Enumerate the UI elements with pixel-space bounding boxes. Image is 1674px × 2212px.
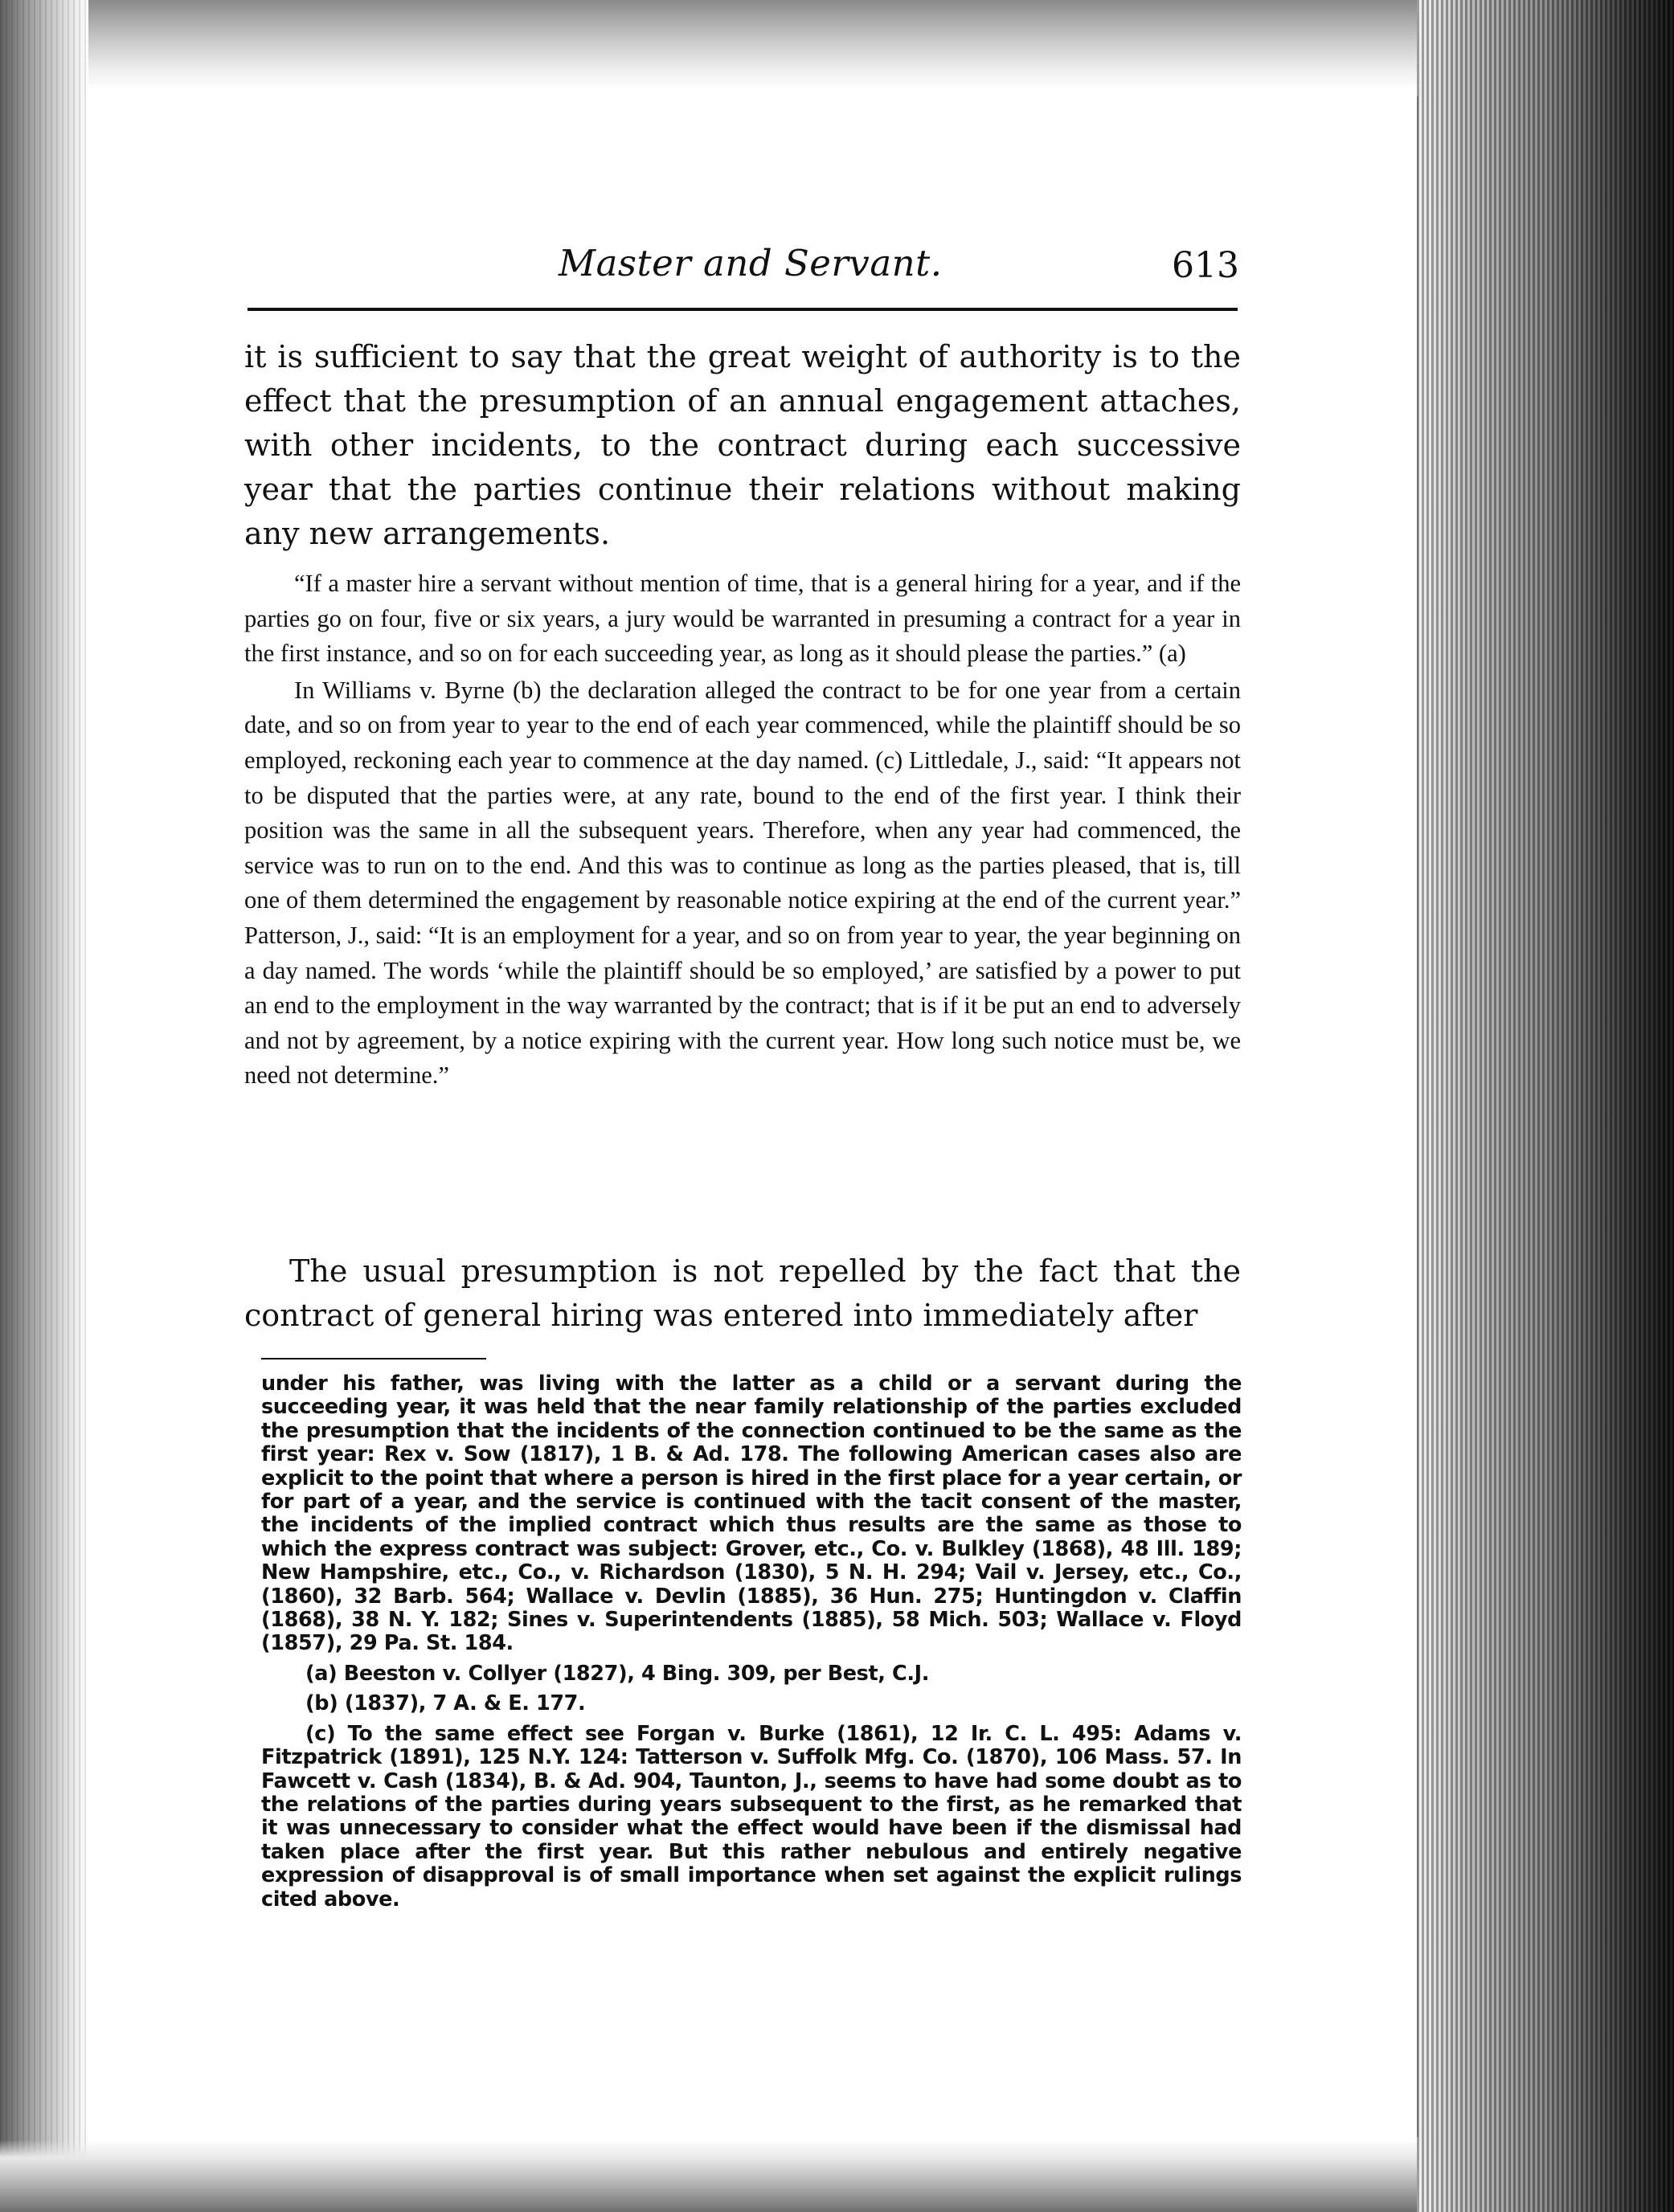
- scan-book-edge: [1417, 0, 1674, 2212]
- running-title: Master and Servant.: [559, 242, 943, 284]
- page-number: 613: [1172, 245, 1239, 286]
- quotation-paragraph-2: In Williams v. Byrne (b) the declaration alleged the contract to be for one year from a certain date, and so on from year to year to the end of each year commenced, while the plaintiff should be so employed, reckoning each year to commence at the day named. (c) Littledale, J., said: “It appears not to be disputed that the parties were, at any rate, bound to the end of the first year. I think their position was the same in all the subsequent years. Therefore, when any year had commenced, the service was to run on to the end. And this was to continue as long as the parties pleased, that is, till one of them determined the engagement by reasonable notice expiring at the end of the current year.” Patterson, J., said: “It is an employment for a year, and so on from year to year, the year beginning on a day named. The words ‘while the plaintiff should be so employed,’ are satisfied by a power to put an end to the employment in the way warranted by the contract; that is if it be put an end to adversely and not by agreement, by a notice expiring with the current year. How long such notice must be, we need not determine.”: [244, 676, 1241, 1090]
- running-head: [241, 237, 1238, 301]
- scan-left-edge: [0, 0, 88, 2212]
- footnotes: [261, 1372, 1242, 1911]
- header-rule: [248, 308, 1238, 311]
- footnote-rule: [261, 1358, 486, 1360]
- footnote-a: (a) Beeston v. Collyer (1827), 4 Bing. 309, per Best, C.J.: [305, 1661, 929, 1686]
- page-edge-line: [1417, 96, 1418, 2137]
- footnote-c: (c) To the same effect see Forgan v. Burke (1861), 12 Ir. C. L. 495: Adams v. Fitzpatrick (1891), 125 N.Y. 124: Tatterson v. Suffolk Mfg. Co. (1870), 106 Mass. 57. In Fawcett v. Cash (1834), B. & Ad. 904, Taunton, J., seems to have had some doubt as to the relations of the parties during years subsequent to the first, as he remarked that it was unnecessary to consider what the effect would have been if the dismissal had taken place after the first year. But this rather nebulous and entirely negative expression of disapproval is of small importance when set against the explicit rulings cited above.: [261, 1721, 1242, 1911]
- quotation-block: [244, 566, 1241, 1094]
- footnote-continued: under his father, was living with the latter as a child or a servant during the succeeding year, it was held that the near family relationship of the parties excluded the presumption that the incidents of the connection continued to be the same as the first year: Rex v. Sow (1817), 1 B. & Ad. 178. The following American cases also are explicit to the point that where a person is hired in the first place for a year certain, or for part of a year, and the service is continued with the tacit consent of the master, the incidents of the implied contract which thus results are the same as those to which the express contract was subject: Grover, etc., Co. v. Bulkley (1868), 48 Ill. 189; New Hampshire, etc., Co., v. Richardson (1830), 5 N. H. 294; Vail v. Jersey, etc., Co., (1860), 32 Barb. 564; Wallace v. Devlin (1885), 36 Hun. 275; Huntingdon v. Claffin (1868), 38 N. Y. 182; Sines v. Superintendents (1885), 58 Mich. 503; Wallace v. Floyd (1857), 29 Pa. St. 184.: [261, 1372, 1242, 1656]
- footnote-b: (b) (1837), 7 A. & E. 177.: [305, 1691, 586, 1716]
- quotation-paragraph-1: “If a master hire a servant without mention of time, that is a general hiring for a year, and if the parties go on four, five or six years, a jury would be warranted in presuming a contract for a year in the first instance, and so on for each succeeding year, as long as it should please the parties.” (a): [244, 570, 1241, 668]
- book-page: [241, 0, 1246, 2212]
- body-paragraph-2: The usual presumption is not repelled by the fact that the contract of general hiring was entered into immediately after: [244, 1253, 1241, 1333]
- body-paragraph-1: it is sufficient to say that the great weight of authority is to the effect that the presumption of an annual engagement attaches, with other incidents, to the contract during each successive year that the parties continue their relations without making any new arrangements.: [244, 339, 1241, 551]
